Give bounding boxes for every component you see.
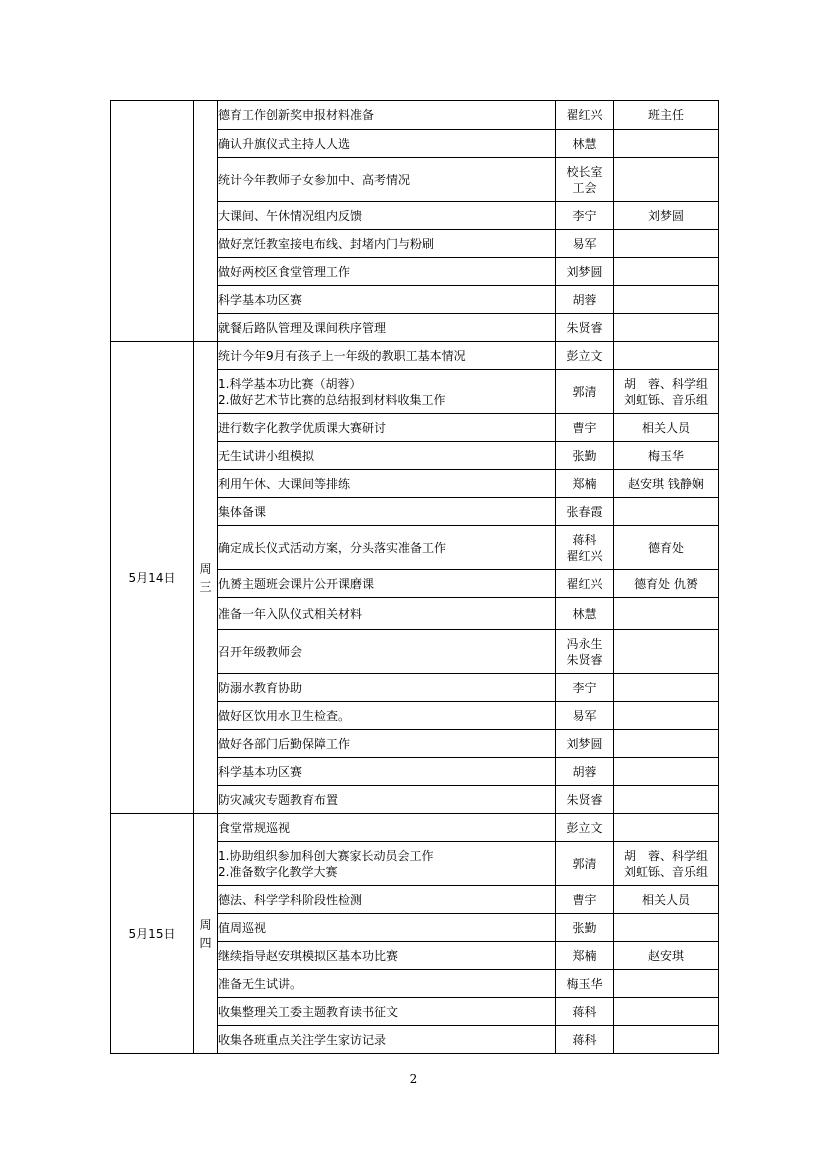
task-cell (218, 630, 556, 674)
person-cell-line: 郭清 (572, 856, 597, 871)
helper-cell-line: 胡 蓉、科学组 (623, 376, 708, 391)
person-cell-line: 郑楠 (572, 476, 597, 491)
person-cell (556, 570, 614, 598)
helper-cell-line: 刘虹铄、音乐组 (623, 392, 708, 407)
task-cell-line: 仇赟主题班会课片公开课磨课 (218, 576, 375, 591)
task-cell-line: 收集各班重点关注学生家访记录 (218, 1032, 387, 1047)
helper-cell-line: 相关人员 (641, 420, 690, 435)
person-cell-line: 林慧 (572, 136, 597, 151)
helper-cell-line: 刘梦圆 (647, 208, 684, 223)
helper-cell (614, 202, 719, 230)
person-cell (556, 442, 614, 470)
task-cell (218, 998, 556, 1026)
helper-cell (614, 730, 719, 758)
person-cell (556, 314, 614, 342)
helper-cell (614, 942, 719, 970)
task-cell (218, 230, 556, 258)
helper-cell-line: 德育处 (647, 540, 684, 555)
task-cell-line: 确认升旗仪式主持人人选 (218, 136, 351, 151)
person-cell-line: 张春霞 (566, 504, 603, 519)
task-cell (218, 370, 556, 414)
person-cell (556, 970, 614, 998)
task-cell (218, 758, 556, 786)
person-cell (556, 998, 614, 1026)
person-cell-line: 朱贤睿 (566, 792, 603, 807)
task-cell-line: 德法、科学学科阶段性检测 (218, 892, 363, 907)
helper-cell (614, 230, 719, 258)
task-cell-line: 食堂常规巡视 (218, 820, 291, 835)
helper-cell (614, 998, 719, 1026)
helper-cell-line: 赵安琪 钱静娴 (628, 476, 704, 491)
page-number: 2 (409, 1072, 418, 1086)
person-cell (556, 630, 614, 674)
helper-cell (614, 370, 719, 414)
task-cell (218, 342, 556, 370)
task-cell-line: 确定成长仪式活动方案，分头落实准备工作 (218, 540, 447, 555)
person-cell (556, 258, 614, 286)
task-cell-line: 德育工作创新奖申报材料准备 (218, 108, 375, 122)
person-cell (556, 702, 614, 730)
person-cell (556, 842, 614, 886)
task-cell-line: 2.准备数字化教学大赛 (218, 864, 338, 879)
person-cell-line: 刘梦圆 (566, 264, 603, 279)
task-cell (218, 202, 556, 230)
person-cell-line: 曹宇 (572, 892, 597, 907)
person-cell-line: 彭立文 (566, 348, 603, 363)
person-cell (556, 202, 614, 230)
task-cell-line: 值周巡视 (218, 920, 267, 935)
helper-cell (614, 886, 719, 914)
task-cell (218, 1026, 556, 1054)
task-cell-line: 防灾减灾专题教育布置 (218, 792, 339, 807)
person-cell (556, 414, 614, 442)
task-cell (218, 674, 556, 702)
person-cell (556, 1026, 614, 1054)
person-cell (556, 470, 614, 498)
task-cell-line: 继续指导赵安琪模拟区基本功比赛 (218, 948, 399, 963)
task-cell-line: 召开年级教师会 (218, 644, 303, 659)
task-cell (218, 570, 556, 598)
task-cell (218, 470, 556, 498)
task-cell (218, 942, 556, 970)
person-cell-line: 胡蓉 (572, 764, 597, 779)
person-cell-line: 李宁 (572, 680, 597, 695)
helper-cell (614, 758, 719, 786)
person-cell-line: 郭清 (572, 384, 597, 399)
person-cell (556, 886, 614, 914)
person-cell-line: 翟红兴 (566, 548, 603, 563)
person-cell-line: 彭立文 (566, 820, 603, 835)
helper-cell (614, 598, 719, 630)
person-cell-line: 张勤 (572, 920, 597, 935)
helper-cell (614, 526, 719, 570)
person-cell-line: 刘梦圆 (566, 736, 603, 751)
person-cell-line: 蒋科 (572, 1004, 597, 1019)
person-cell (556, 286, 614, 314)
person-cell-line: 校长室 (566, 164, 603, 179)
task-cell (218, 314, 556, 342)
person-cell-line: 郑楠 (572, 948, 597, 963)
weekday-cell (194, 814, 218, 1054)
helper-cell (614, 314, 719, 342)
task-cell (218, 498, 556, 526)
task-cell-line: 科学基本功区赛 (218, 292, 303, 307)
helper-cell (614, 702, 719, 730)
task-cell-line: 就餐后路队管理及课间秩序管理 (218, 320, 387, 335)
task-cell-line: 统计今年9月有孩子上一年级的教职工基本情况 (218, 348, 466, 363)
helper-cell (614, 786, 719, 814)
task-cell-line: 利用午休、大课间等排练 (218, 476, 351, 491)
helper-cell-line: 相关人员 (641, 892, 690, 907)
schedule-table (110, 100, 719, 1054)
task-cell (218, 130, 556, 158)
helper-cell (614, 442, 719, 470)
helper-cell (614, 674, 719, 702)
helper-cell (614, 130, 719, 158)
helper-cell (614, 414, 719, 442)
task-cell (218, 914, 556, 942)
task-cell-line: 做好两校区食堂管理工作 (218, 264, 351, 279)
task-cell-line: 防溺水教育协助 (218, 680, 303, 695)
date-cell: 5月14日 (111, 342, 194, 814)
helper-cell (614, 158, 719, 202)
task-cell-line: 进行数字化教学优质课大赛研讨 (218, 420, 387, 435)
person-cell (556, 814, 614, 842)
table-row (111, 342, 719, 370)
helper-cell-line: 梅玉华 (647, 448, 684, 463)
helper-cell (614, 842, 719, 886)
task-cell (218, 786, 556, 814)
task-cell-line: 2.做好艺术节比赛的总结报到材料收集工作 (218, 392, 446, 407)
date-cell: 5月15日 (111, 814, 194, 1054)
weekday-cell (194, 101, 218, 342)
task-cell (218, 442, 556, 470)
person-cell-line: 易军 (572, 236, 597, 251)
helper-cell (614, 570, 719, 598)
helper-cell (614, 342, 719, 370)
person-cell (556, 526, 614, 570)
person-cell-line: 工会 (572, 180, 597, 195)
task-cell-line: 大课间、午休情况组内反馈 (218, 208, 363, 223)
task-cell-line: 集体备课 (218, 504, 267, 519)
person-cell (556, 130, 614, 158)
weekday-cell (194, 342, 218, 814)
task-cell-line: 做好区饮用水卫生检查。 (218, 708, 351, 723)
task-cell-line: 准备一年入队仪式相关材料 (218, 606, 363, 621)
person-cell-line: 李宁 (572, 208, 597, 223)
task-cell-line: 做好各部门后勤保障工作 (218, 736, 351, 751)
task-cell (218, 101, 556, 130)
helper-cell (614, 970, 719, 998)
person-cell-line: 林慧 (572, 606, 597, 621)
person-cell-line: 梅玉华 (566, 976, 603, 991)
helper-cell (614, 286, 719, 314)
task-cell-line: 科学基本功区赛 (218, 764, 303, 779)
weekday-label: 周四 (199, 917, 212, 950)
task-cell (218, 842, 556, 886)
person-cell-line: 蒋科 (572, 532, 597, 547)
task-cell (218, 730, 556, 758)
person-cell-line: 易军 (572, 708, 597, 723)
helper-cell (614, 914, 719, 942)
task-cell (218, 970, 556, 998)
helper-cell (614, 470, 719, 498)
person-cell (556, 758, 614, 786)
table-row (111, 814, 719, 842)
person-cell-line: 朱贤睿 (566, 652, 603, 667)
helper-cell (614, 101, 719, 130)
weekday-label: 周三 (199, 561, 212, 594)
person-cell-line: 朱贤睿 (566, 320, 603, 335)
helper-cell (614, 498, 719, 526)
person-cell-line: 翟红兴 (566, 108, 603, 122)
task-cell (218, 526, 556, 570)
person-cell (556, 942, 614, 970)
task-cell-line: 统计今年教师子女参加中、高考情况 (218, 172, 411, 187)
task-cell (218, 702, 556, 730)
person-cell (556, 786, 614, 814)
task-cell (218, 598, 556, 630)
person-cell (556, 158, 614, 202)
person-cell (556, 598, 614, 630)
task-cell (218, 886, 556, 914)
task-cell-line: 1.协助组织参加科创大赛家长动员会工作 (218, 848, 434, 863)
task-cell (218, 158, 556, 202)
helper-cell (614, 1026, 719, 1054)
task-cell (218, 414, 556, 442)
person-cell (556, 342, 614, 370)
helper-cell-line: 胡 蓉、科学组 (623, 848, 708, 863)
date-cell (111, 101, 194, 342)
table-row (111, 101, 719, 130)
task-cell (218, 258, 556, 286)
person-cell (556, 730, 614, 758)
task-cell-line: 做好烹饪教室接电布线、封堵内门与粉刷 (218, 236, 435, 251)
task-cell (218, 814, 556, 842)
person-cell (556, 230, 614, 258)
person-cell (556, 370, 614, 414)
person-cell (556, 914, 614, 942)
person-cell-line: 张勤 (572, 448, 597, 463)
person-cell (556, 101, 614, 130)
person-cell-line: 胡蓉 (572, 292, 597, 307)
task-cell-line: 收集整理关工委主题教育读书征文 (218, 1004, 399, 1019)
person-cell-line: 蒋科 (572, 1032, 597, 1047)
person-cell-line: 翟红兴 (566, 576, 603, 591)
task-cell-line: 1.科学基本功比赛（胡蓉） (218, 376, 362, 391)
helper-cell (614, 630, 719, 674)
helper-cell (614, 814, 719, 842)
helper-cell (614, 258, 719, 286)
task-cell (218, 286, 556, 314)
task-cell-line: 无生试讲小组模拟 (218, 448, 315, 463)
helper-cell-line: 赵安琪 (647, 948, 684, 963)
helper-cell-line: 德育处 仇赟 (634, 576, 698, 591)
helper-cell-line: 刘虹铄、音乐组 (623, 864, 708, 879)
person-cell (556, 498, 614, 526)
helper-cell-line: 班主任 (647, 108, 684, 122)
person-cell (556, 674, 614, 702)
person-cell-line: 冯永生 (566, 636, 603, 651)
task-cell-line: 准备无生试讲。 (218, 976, 303, 991)
person-cell-line: 曹宇 (572, 420, 597, 435)
